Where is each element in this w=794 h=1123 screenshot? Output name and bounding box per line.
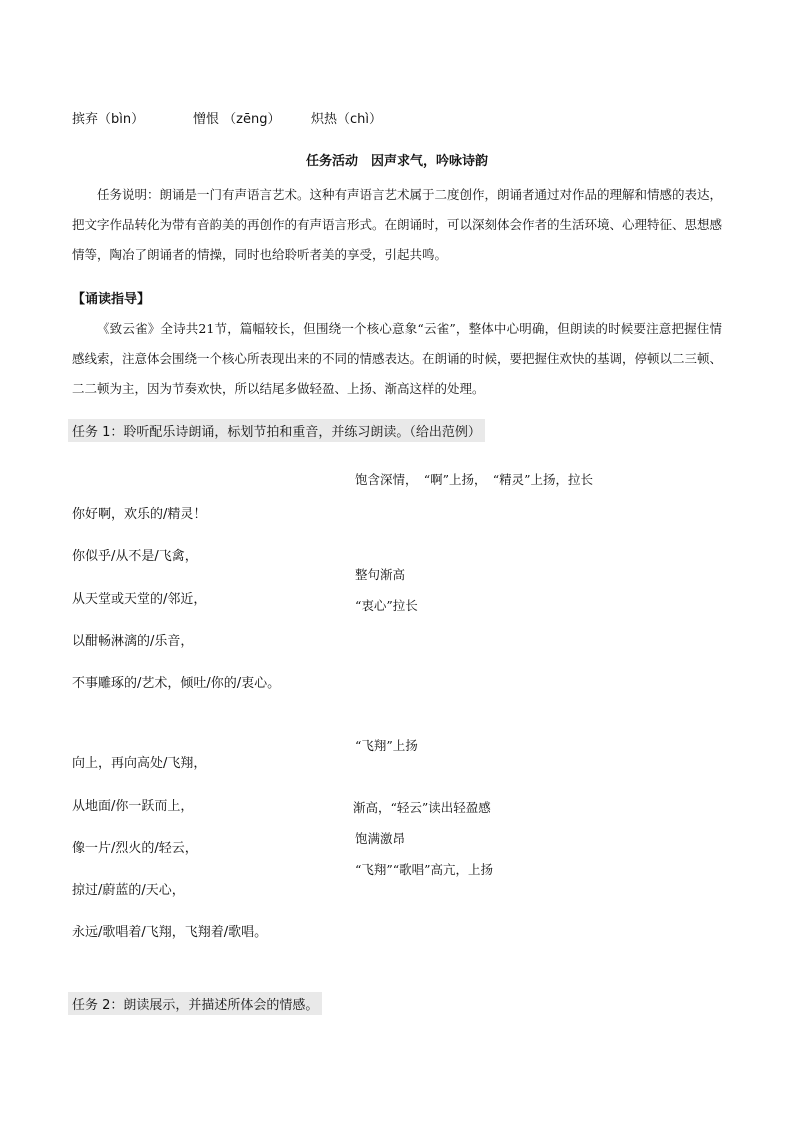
poem-line: 以酣畅淋漓的/乐音，	[72, 634, 194, 649]
vocab-item: 憎恨 （zēng）	[193, 112, 281, 127]
section-title: 任务活动 因声求气，吟咏诗韵	[305, 154, 488, 169]
vocab-item: 炽热（chì）	[311, 112, 382, 127]
poem-line: 你好啊，欢乐的/精灵！	[72, 507, 207, 522]
poem-line: 像一片/烈火的/轻云，	[72, 841, 198, 856]
poem-line: 向上，再向高处/飞翔，	[72, 756, 207, 771]
reading-note: “飞翔”上扬	[355, 738, 418, 753]
poem-line: 你似乎/从不是/飞禽，	[72, 549, 198, 564]
poem-line: 掠过/蔚蓝的/天心，	[72, 883, 185, 898]
reading-note: “飞翔”“歌唱”高亢，上扬	[355, 862, 494, 877]
reading-note: 整句渐高	[355, 567, 406, 582]
reading-note: “衷心”拉长	[355, 598, 418, 613]
reading-note: 饱含深情， “啊”上扬， “精灵”上扬，拉长	[355, 472, 594, 487]
task1-label: 任务 1：聆听配乐诗朗诵，标划节拍和重音，并练习朗读。（给出范例）	[68, 419, 485, 442]
poem-line: 从地面/你一跃而上，	[72, 799, 194, 814]
vocab-item: 摈弃（bìn）	[72, 112, 145, 127]
guide-heading: 【诵读指导】	[72, 292, 151, 307]
poem-line: 不事雕琢的/艺术，倾吐/你的/衷心。	[72, 676, 281, 691]
task2-label: 任务 2：朗读展示，并描述所体会的情感。	[68, 992, 322, 1015]
guide-paragraph: 《致云雀》全诗共21节，篇幅较长，但围绕一个核心意象“云雀”，整体中心明确，但朗读的时候要注意把握住情感线索，注意体会围绕一个核心所表现出来的不同的情感表达。在朗诵的时候，要把握住欢快的基调，停顿以二三顿、二二顿为主，因为节奏欢快，所以结尾多做轻盈、上扬、渐高这样的处理。	[72, 321, 723, 396]
poem-line: 从天堂或天堂的/邻近，	[72, 592, 207, 607]
task-description: 任务说明：朗诵是一门有声语言艺术。这种有声语言艺术属于二度创作，朗诵者通过对作品的理解和情感的表达，把文字作品转化为带有音韵美的再创作的有声语言形式。在朗诵时，可以深刻体会作者的生活环境、心理特征、思想感情等，陶冶了朗诵者的情操，同时也给聆听者美的享受，引起共鸣。	[72, 187, 723, 262]
reading-note: 饱满激昂	[355, 831, 406, 846]
reading-note: 渐高，“轻云”读出轻盈感	[353, 800, 491, 815]
poem-line: 永远/歌唱着/飞翔，飞翔着/歌唱。	[72, 925, 268, 940]
